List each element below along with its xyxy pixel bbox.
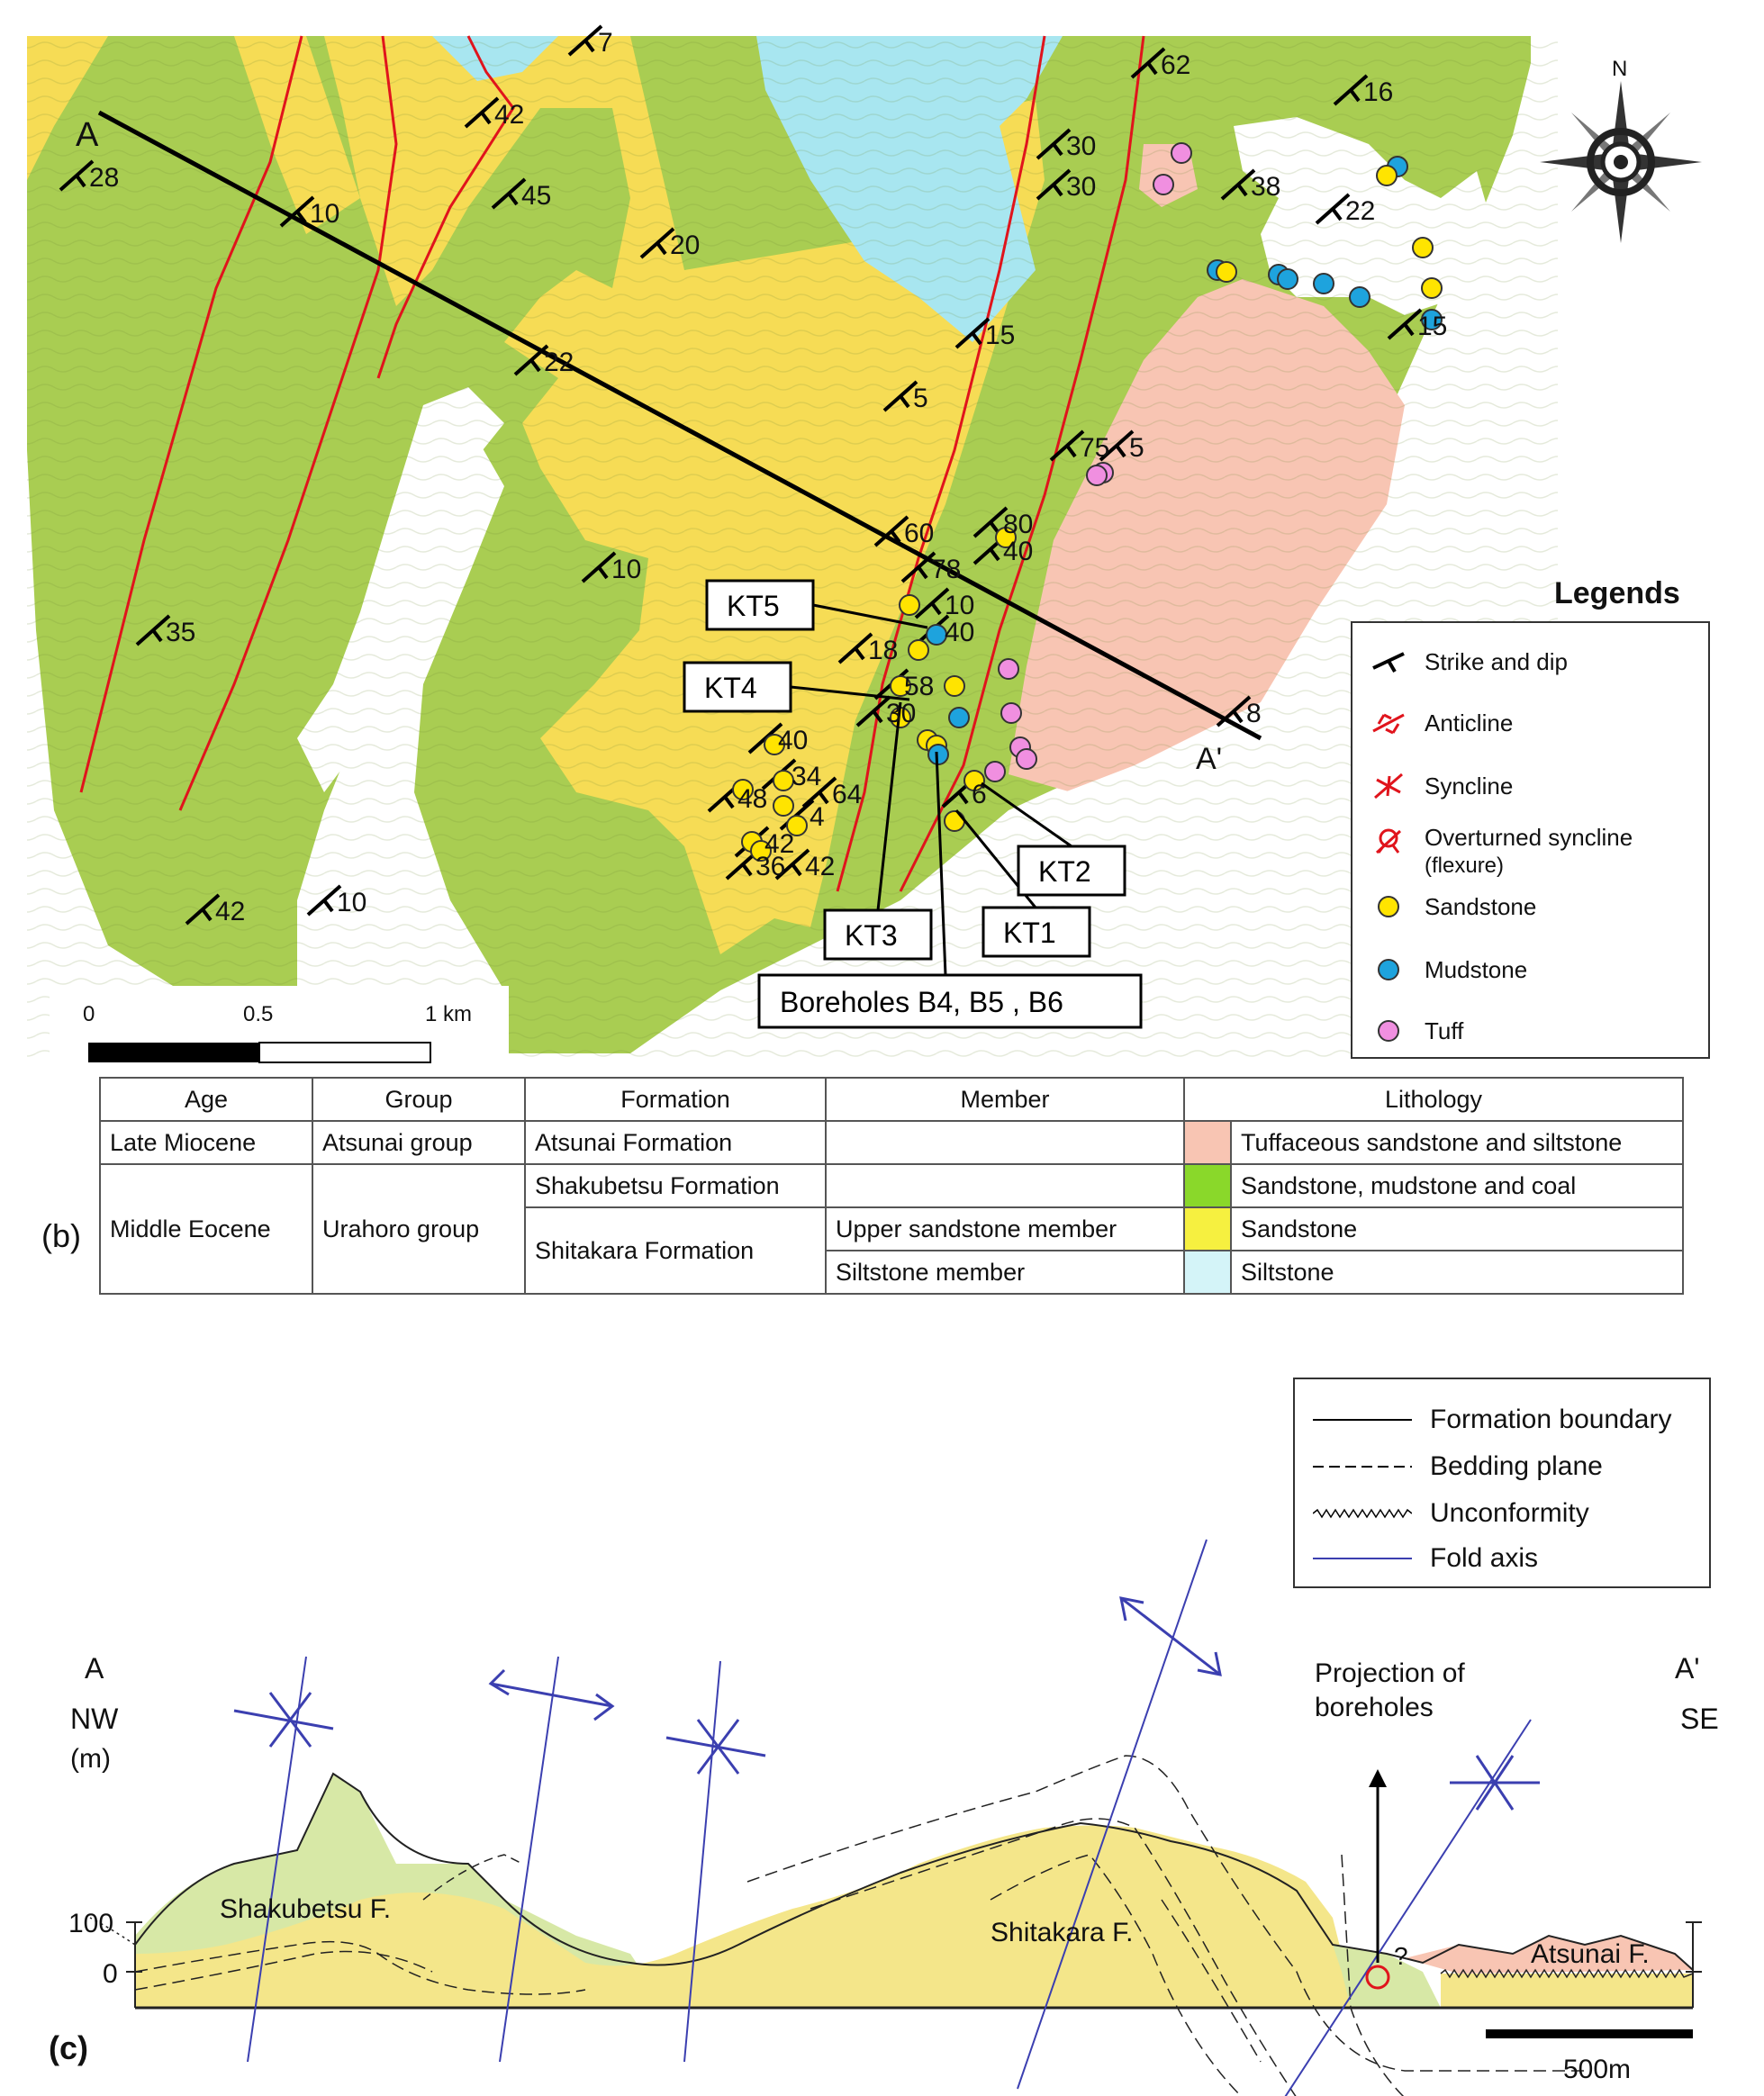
member-cell: Upper sandstone member bbox=[826, 1207, 1184, 1251]
svg-text:KT1: KT1 bbox=[1003, 917, 1056, 949]
shakubetsu-label: Shakubetsu F. bbox=[220, 1894, 392, 1924]
formation-cell: Shakubetsu Formation bbox=[525, 1164, 826, 1207]
section-unit-label: (m) bbox=[70, 1744, 111, 1774]
legend-label: Tuff bbox=[1425, 1016, 1464, 1044]
age-cell: Late Miocene bbox=[100, 1121, 312, 1164]
color-swatch bbox=[1184, 1251, 1231, 1294]
dip-value-label: 38 bbox=[1251, 172, 1281, 202]
svg-text:KT2: KT2 bbox=[1038, 855, 1091, 888]
mudstone-marker-icon bbox=[1375, 956, 1402, 983]
table-header-row bbox=[100, 1078, 1683, 1121]
dip-value-label: 7 bbox=[598, 28, 613, 58]
dip-value-label: 10 bbox=[945, 591, 975, 620]
question-mark: ? bbox=[1394, 1942, 1408, 1970]
overturned-syncline-icon bbox=[1368, 826, 1409, 856]
lithology-cell: Sandstone, mudstone and coal bbox=[1231, 1164, 1683, 1207]
anticline-symbols bbox=[491, 1598, 1220, 1720]
dip-value-label: 58 bbox=[904, 672, 935, 701]
dip-value-label: 34 bbox=[792, 762, 822, 791]
section-end-label: A' bbox=[1196, 742, 1223, 776]
dip-value-label: 15 bbox=[985, 321, 1016, 350]
y-tick-0: 0 bbox=[103, 1959, 118, 1989]
formation-cell: Shitakara Formation bbox=[525, 1207, 826, 1294]
dip-value-label: 42 bbox=[494, 100, 525, 130]
section-scale-label: 500m bbox=[1563, 2055, 1632, 2084]
group-cell: Urahoro group bbox=[312, 1164, 525, 1294]
projection-label-1: Projection of bbox=[1315, 1658, 1465, 1688]
dip-value-label: 45 bbox=[521, 181, 552, 211]
kt4-callout bbox=[684, 663, 791, 711]
legend-item bbox=[1352, 944, 1527, 996]
legend-label: Strike and dip bbox=[1425, 647, 1568, 675]
dip-value-label: 48 bbox=[737, 784, 768, 814]
dip-value-label: 40 bbox=[778, 726, 809, 755]
dip-value-label: 35 bbox=[166, 618, 196, 647]
anticline-icon bbox=[1368, 708, 1409, 738]
shitakara-section-fill bbox=[1441, 1974, 1693, 2008]
section-start-label: A bbox=[76, 116, 99, 154]
north-label: N bbox=[1612, 57, 1628, 81]
projection-label-2: boreholes bbox=[1315, 1693, 1434, 1722]
dip-value-label: 80 bbox=[1003, 510, 1034, 539]
dip-value-label: 64 bbox=[832, 780, 863, 809]
header-member: Member bbox=[826, 1078, 1184, 1121]
dip-value-label: 42 bbox=[764, 829, 795, 859]
formation-cell: Atsunai Formation bbox=[525, 1121, 826, 1164]
tuff-marker-icon bbox=[1375, 1017, 1402, 1044]
dip-value-label: 18 bbox=[868, 636, 899, 665]
dip-value-label: 20 bbox=[670, 230, 701, 260]
kt1-callout bbox=[983, 908, 1090, 956]
kt2-callout bbox=[1018, 846, 1125, 895]
lithology-cell: Siltstone bbox=[1231, 1251, 1683, 1294]
dip-value-label: 30 bbox=[1066, 172, 1097, 202]
atsunai-label: Atsunai F. bbox=[1531, 1939, 1650, 1969]
legend-label: Overturned syncline bbox=[1425, 824, 1633, 851]
legend-item bbox=[1352, 881, 1536, 933]
legend-label: Fold axis bbox=[1430, 1543, 1539, 1573]
dip-value-label: 28 bbox=[89, 163, 120, 193]
kt5-callout bbox=[707, 581, 813, 629]
section-right-letter: A' bbox=[1675, 1652, 1700, 1685]
legend-item bbox=[1352, 697, 1513, 749]
y-tick-100: 100 bbox=[68, 1909, 114, 1938]
header-formation: Formation bbox=[525, 1078, 826, 1121]
fold-axes bbox=[248, 1540, 1531, 2096]
dip-value-label: 78 bbox=[931, 555, 962, 584]
dip-value-label: 22 bbox=[1345, 196, 1376, 226]
shitakara-label: Shitakara F. bbox=[991, 1918, 1134, 1947]
table-row bbox=[100, 1121, 1683, 1164]
svg-text:Boreholes B4, B5 , B6: Boreholes B4, B5 , B6 bbox=[780, 986, 1063, 1018]
compass-rose-icon bbox=[1531, 72, 1711, 252]
section-right-direction: SE bbox=[1680, 1703, 1719, 1735]
legend-label: Bedding plane bbox=[1430, 1451, 1603, 1481]
section-left-direction: NW bbox=[70, 1703, 119, 1735]
panel-b-label: (b) bbox=[41, 1217, 81, 1254]
header-age: Age bbox=[100, 1078, 312, 1121]
syncline-icon bbox=[1368, 771, 1409, 801]
stratigraphy-table bbox=[99, 1077, 1684, 1295]
dip-value-label: 10 bbox=[611, 555, 642, 584]
boreholes-callout bbox=[759, 975, 1141, 1027]
svg-text:KT3: KT3 bbox=[845, 919, 898, 952]
color-swatch bbox=[1184, 1164, 1231, 1207]
map-legend bbox=[1351, 621, 1710, 1059]
dip-value-label: 30 bbox=[1066, 131, 1097, 161]
svg-text:1 km: 1 km bbox=[425, 1002, 473, 1026]
dip-value-label: 42 bbox=[215, 897, 246, 926]
dip-value-label: 4 bbox=[810, 802, 825, 832]
member-cell bbox=[826, 1164, 1184, 1207]
section-scale-bar bbox=[1486, 2029, 1693, 2038]
legend-item bbox=[1352, 1005, 1463, 1057]
svg-text:KT4: KT4 bbox=[704, 672, 757, 704]
header-lithology: Lithology bbox=[1184, 1078, 1683, 1121]
dip-value-label: 36 bbox=[755, 852, 786, 881]
lithology-cell: Tuffaceous sandstone and siltstone bbox=[1231, 1121, 1683, 1164]
dip-value-label: 30 bbox=[886, 699, 917, 728]
dip-value-label: 5 bbox=[1129, 433, 1144, 463]
dip-value-label: 6 bbox=[972, 780, 987, 809]
legend-title: Legends bbox=[1554, 576, 1680, 610]
member-cell: Siltstone member bbox=[826, 1251, 1184, 1294]
header-group: Group bbox=[312, 1078, 525, 1121]
legend-label: Sandstone bbox=[1425, 892, 1537, 920]
table-row bbox=[100, 1164, 1683, 1207]
dip-value-label: 75 bbox=[1080, 433, 1110, 463]
svg-text:0: 0 bbox=[83, 1002, 95, 1026]
map-scale-bar bbox=[83, 1002, 472, 1062]
member-cell bbox=[826, 1121, 1184, 1164]
dip-value-label: 40 bbox=[945, 618, 975, 647]
dip-value-label: 60 bbox=[904, 519, 935, 548]
kt3-callout bbox=[825, 910, 931, 959]
dip-value-label: 62 bbox=[1161, 50, 1191, 80]
legend-item bbox=[1352, 636, 1568, 688]
legend-label: Mudstone bbox=[1425, 955, 1528, 983]
dip-value-label: 40 bbox=[1003, 537, 1034, 566]
strike-dip-icon bbox=[1368, 648, 1409, 675]
dip-value-label: 15 bbox=[1417, 312, 1448, 341]
section-left-letter: A bbox=[85, 1652, 104, 1685]
svg-text:0.5: 0.5 bbox=[243, 1002, 274, 1026]
group-cell: Atsunai group bbox=[312, 1121, 525, 1164]
color-swatch bbox=[1184, 1121, 1231, 1164]
dip-value-label: 16 bbox=[1363, 77, 1394, 107]
legend-item bbox=[1352, 760, 1513, 812]
legend-label: Syncline bbox=[1425, 772, 1514, 800]
legend-label: Unconformity bbox=[1430, 1498, 1589, 1528]
panel-c-label: (c) bbox=[49, 2029, 88, 2066]
legend-label-2: (flexure) bbox=[1425, 854, 1505, 878]
svg-text:KT5: KT5 bbox=[727, 590, 780, 622]
dip-value-label: 42 bbox=[805, 852, 836, 881]
sandstone-marker-icon bbox=[1375, 893, 1402, 920]
cross-section bbox=[0, 1324, 1764, 2096]
dip-value-label: 22 bbox=[544, 348, 574, 377]
legend-label: Formation boundary bbox=[1430, 1405, 1672, 1434]
dip-value-label: 8 bbox=[1246, 699, 1262, 728]
dip-value-label: 10 bbox=[310, 199, 340, 229]
age-cell: Middle Eocene bbox=[100, 1164, 312, 1294]
legend-label: Anticline bbox=[1425, 709, 1514, 736]
color-swatch bbox=[1184, 1207, 1231, 1251]
dip-value-label: 5 bbox=[913, 384, 928, 413]
dip-value-label: 10 bbox=[337, 888, 367, 917]
lithology-cell: Sandstone bbox=[1231, 1207, 1683, 1251]
